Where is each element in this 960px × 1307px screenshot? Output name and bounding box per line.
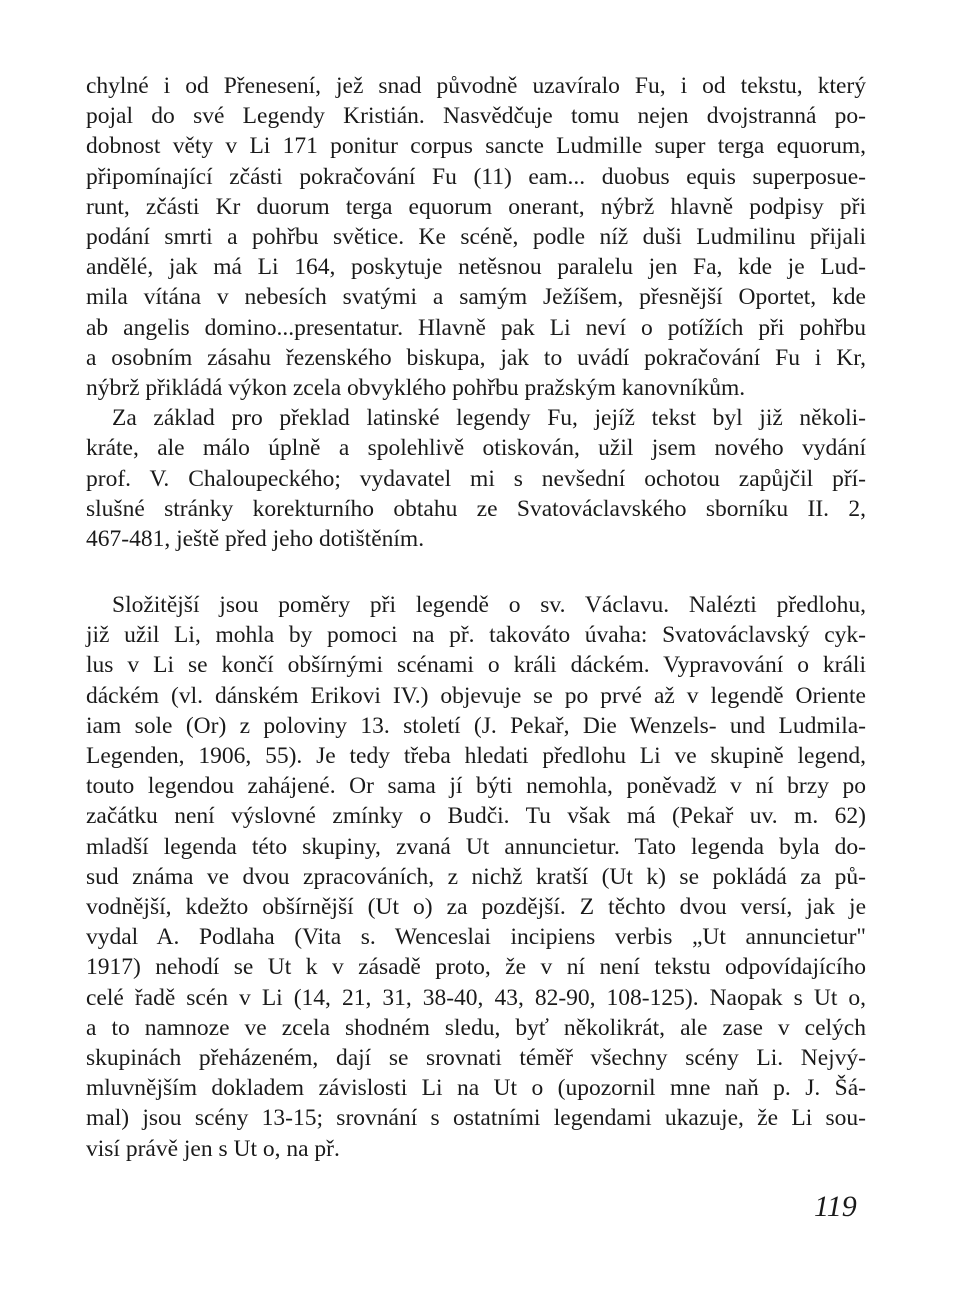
text-line: sud známa ve dvou zpracováních, z nichž kratší (Ut k) se pokládá za pů- xyxy=(86,863,866,890)
text-line: vodnější, kdežto obšírnější (Ut o) za pozdější. Z těchto dvou versí, jak je xyxy=(86,894,866,921)
text-line: 467-481, ještě před jeho dotištěním. xyxy=(86,526,425,553)
text-line: mladší legenda této skupiny, zvaná Ut annuncietur. Tato legenda byla do- xyxy=(86,833,866,860)
text-line: mluvnějším dokladem závislosti Li na Ut o (upozornil mne naň p. J. Šá- xyxy=(86,1075,866,1102)
text-line: mal) jsou scény 13-15; srovnání s ostatními legendami ukazuje, že Li sou- xyxy=(86,1105,866,1132)
text-line: ab angelis domino...presentatur. Hlavně pak Li neví o potížích při pohřbu xyxy=(86,314,866,341)
text-line: nýbrž přikládá výkon zcela obvyklého pohřbu pražským kanovníkům. xyxy=(86,375,746,402)
paragraph-2 xyxy=(86,590,866,1164)
page-number: 119 xyxy=(814,1190,857,1223)
text-line: touto legendou zahájené. Or sama jí býti nemohla, poněvadž v ní brzy po xyxy=(86,773,866,800)
text-line: a to namnoze ve zcela shodném sledu, byť několikrát, ale zase v celých xyxy=(86,1014,866,1041)
text-line: celé řadě scén v Li (14, 21, 31, 38-40, 43, 82-90, 108-125). Naopak s Ut o, xyxy=(86,984,866,1011)
text-line: připomínající zčásti pokračování Fu (11) eam... duobus equis superposue- xyxy=(86,163,866,190)
text-line: dáckém (vl. dánském Erikovi IV.) objevuje se po prvé až v legendě Oriente xyxy=(86,682,866,709)
text-line: Složitější jsou poměry při legendě o sv. Václavu. Nalézti předlohu, xyxy=(112,592,866,618)
text-line: andělé, jak má Li 164, poskytuje netěsnou paralelu jen Fa, kde je Lud- xyxy=(86,254,866,281)
text-line: prof. V. Chaloupeckého; vydavatel mi s nevšední ochotou zapůjčil pří- xyxy=(86,465,866,492)
text-line: Za základ pro překlad latinské legendy Fu, jejíž tekst byl již několi- xyxy=(112,405,866,432)
text-line: začátku není výslovné zmínky o Budči. Tu však má (Pekař uv. m. 62) xyxy=(86,803,866,830)
text-line: a osobním zásahu řezenského biskupa, jak to uvádí pokračování Fu i Kr, xyxy=(86,344,866,371)
text-line: pojal do své Legendy Kristián. Nasvědčuje tomu nejen dvojstranná po- xyxy=(86,103,866,130)
text-line: 1917) nehodí se Ut k v zásadě proto, že v ní není tekstu odpovídajícího xyxy=(86,954,866,981)
text-line: visí právě jen s Ut o, na př. xyxy=(86,1135,340,1162)
text-line: runt, zčásti Kr duorum terga equorum onerant, nýbrž hlavně podpisy při xyxy=(86,193,866,220)
text-line: podání smrti a pohřbu světice. Ke scéně, podle níž duši Ludmilinu přijali xyxy=(86,224,866,251)
text-line: chylné i od Přenesení, jež snad původně uzavíralo Fu, i od tekstu, který xyxy=(86,73,866,99)
text-line: skupinách přeházeném, dají se srovnati téměř všechny scény Li. Nejvý- xyxy=(86,1045,866,1072)
text-line: slušné stránky korekturního obtahu ze Svatováclavského sborníku II. 2, xyxy=(86,495,866,522)
text-line: lus v Li se končí obšírnými scénami o králi dáckém. Vypravování o králi xyxy=(86,652,866,679)
text-line: dobnost věty v Li 171 ponitur corpus sancte Ludmille super terga equorum, xyxy=(86,133,866,160)
text-line: již užil Li, mohla by pomoci na př. takováto úvaha: Svatováclavský cyk- xyxy=(86,622,866,649)
text-line: kráte, ale málo úplně a spolehlivě otiskován, užil jsem nového vydání xyxy=(86,435,866,462)
text-line: vydal A. Podlaha (Vita s. Wenceslai incipiens verbis „Ut annuncietur" xyxy=(86,924,866,951)
paragraph-1 xyxy=(86,71,866,554)
text-line: iam sole (Or) z poloviny 13. století (J. Pekař, Die Wenzels- und Ludmila- xyxy=(86,712,866,739)
text-line: mila vítána v nebesích svatými a samým Ježíšem, přesnější Oportet, kde xyxy=(86,284,866,311)
text-line: Legenden, 1906, 55). Je tedy třeba hledati předlohu Li ve skupině legend, xyxy=(86,743,866,770)
